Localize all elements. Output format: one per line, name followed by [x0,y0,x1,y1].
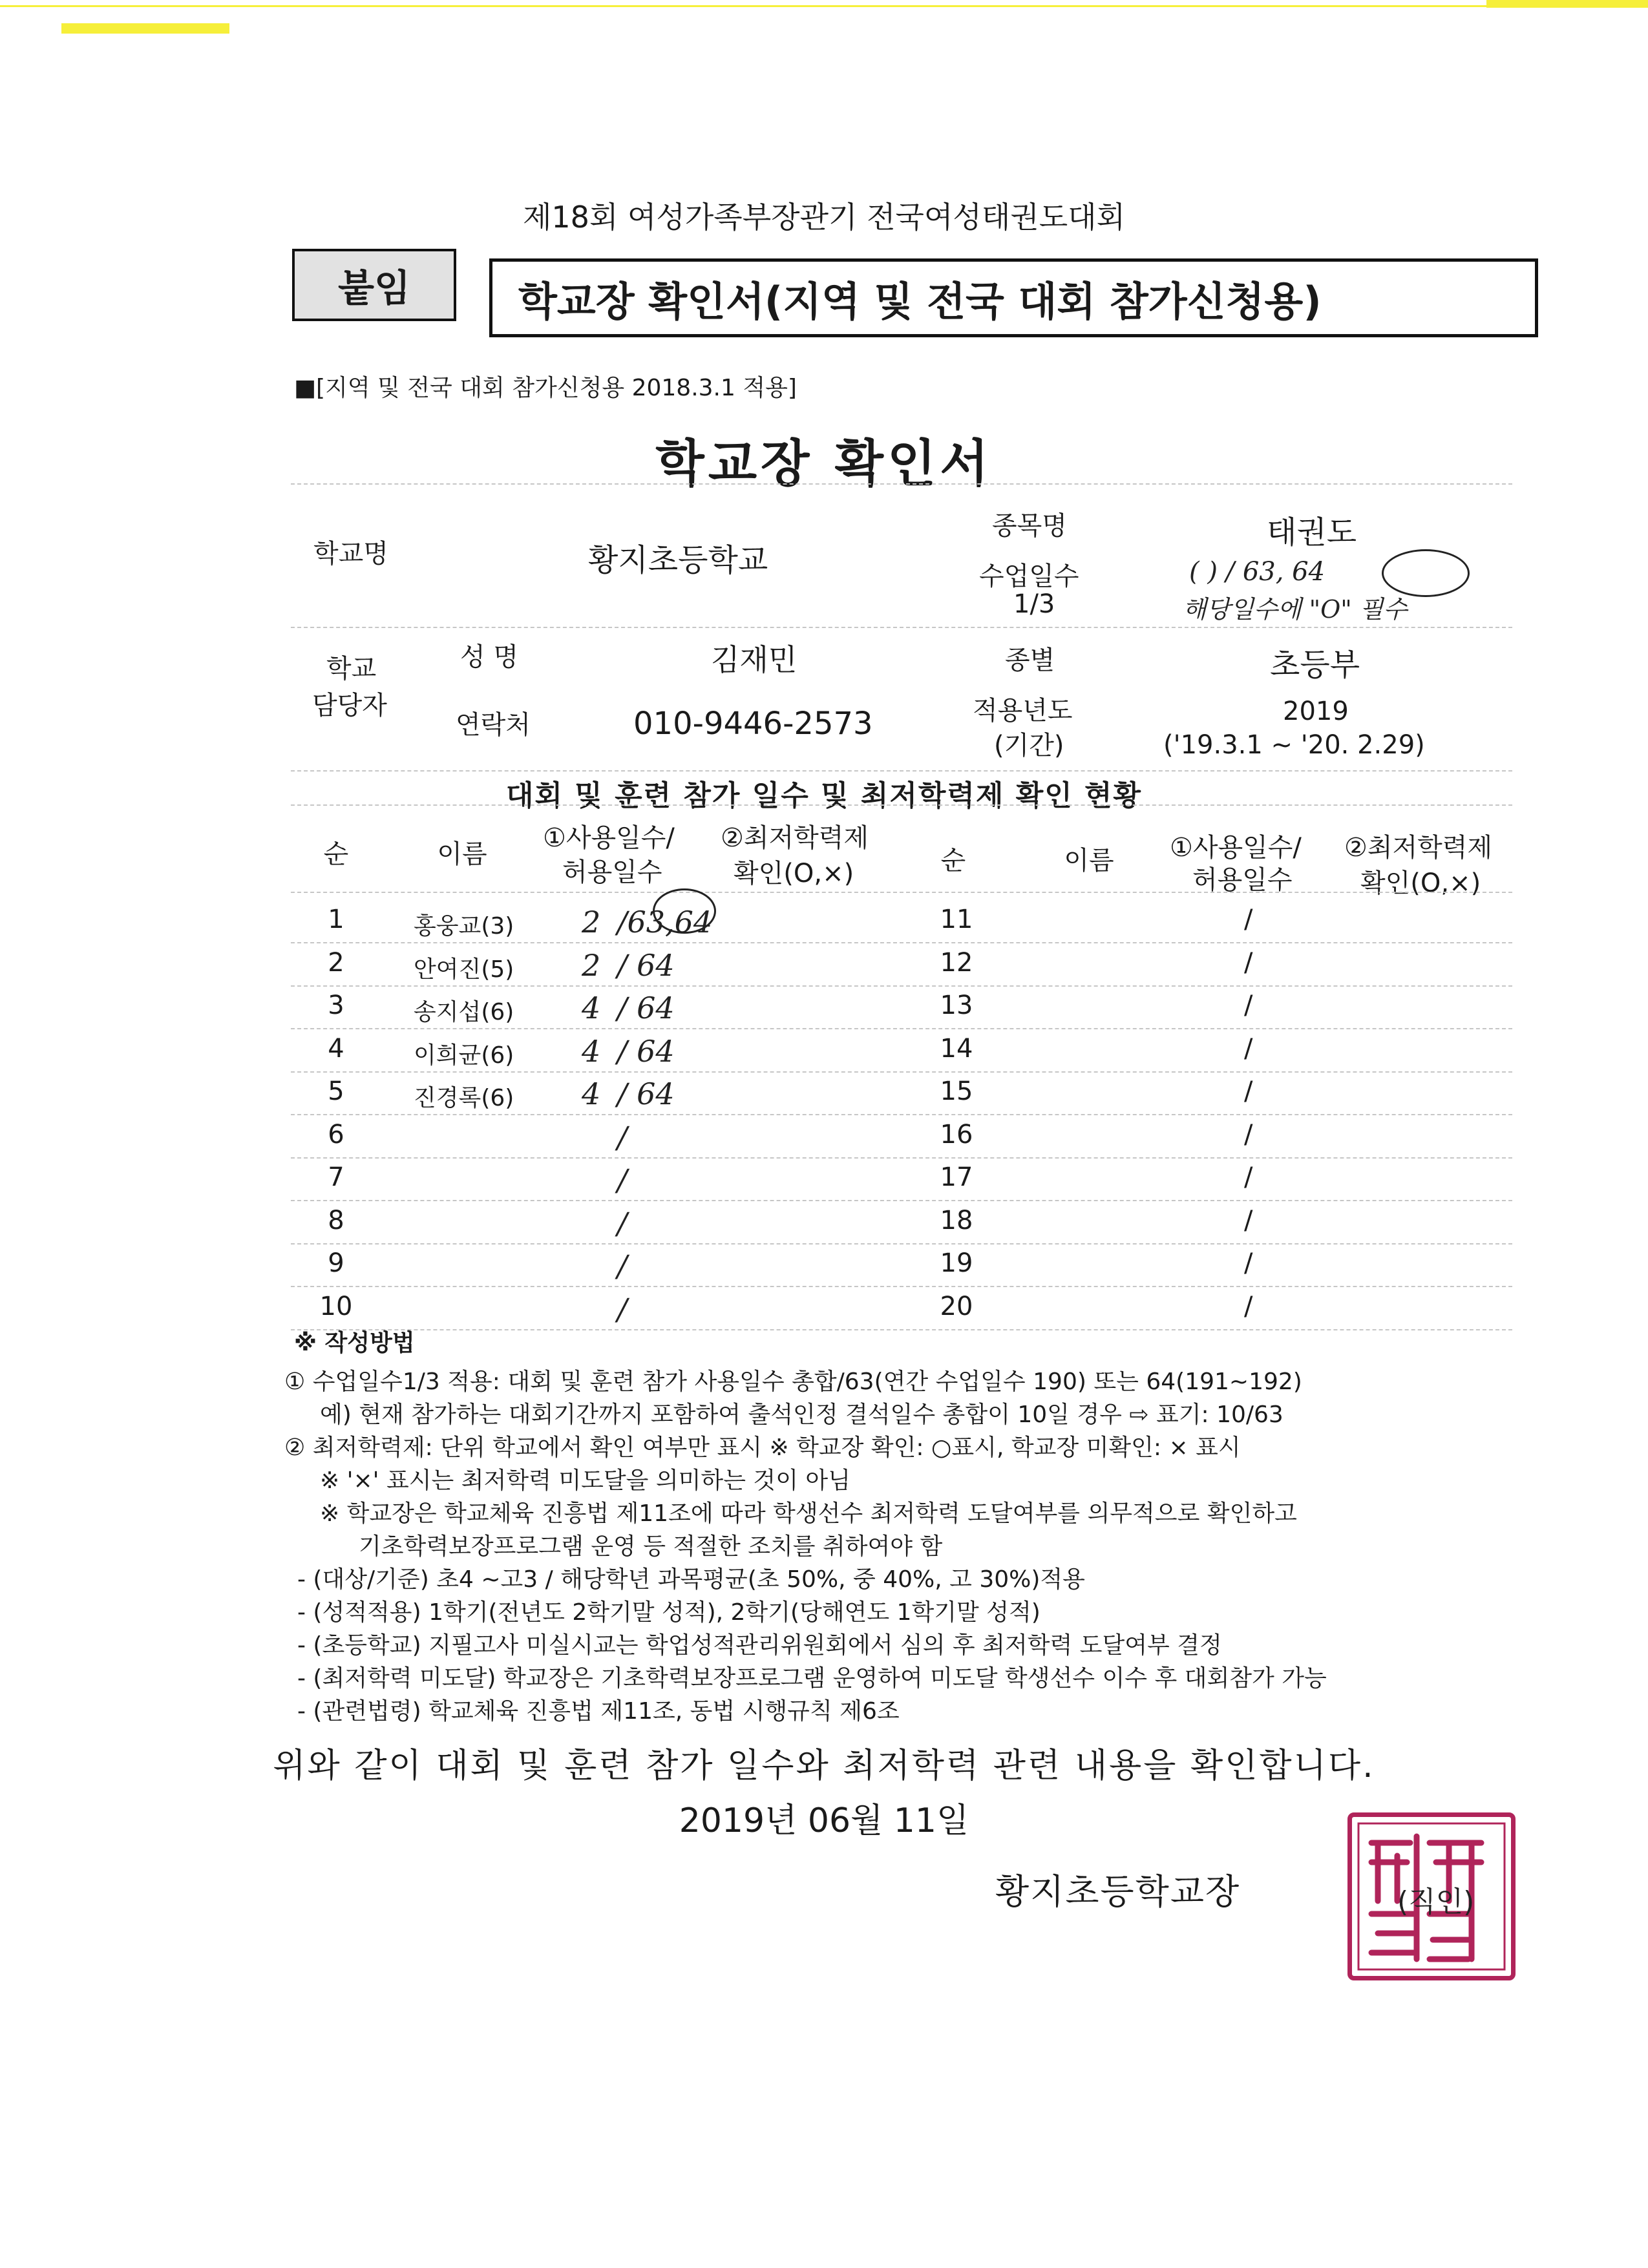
division-label: 종별 [1005,646,1055,675]
row-allowed-days: / [1244,1076,1253,1106]
column-header-name-right: 이름 [1064,846,1114,876]
row-used-days: 2 [582,947,601,983]
sport-value: 태권도 [1267,514,1357,551]
row-number: 10 [319,1291,353,1321]
row-allowed-days: / 64 [617,947,675,983]
divider [291,804,1512,806]
note-line: 예) 현재 참가하는 대회기간까지 포함하여 출석인정 결석일수 총합이 10일 경우 ⇨ 표기: 10/63 [320,1402,1284,1428]
row-number: 5 [328,1076,344,1106]
sub-note: ■[지역 및 전국 대회 참가신청용 2018.3.1 적용] [294,375,797,401]
row-divider [291,942,1512,943]
row-divider [291,1071,1512,1073]
row-divider [291,1286,1512,1287]
row-number: 15 [940,1076,973,1106]
row-allowed-days: / [1244,1291,1253,1321]
column-header-days-1-right: ①사용일수/ [1170,833,1302,863]
divider [291,770,1512,772]
row-allowed-days: /63,64 [617,905,713,940]
class-days-value: ( ) / 63, 64 [1189,557,1326,587]
row-number: 9 [328,1248,344,1278]
row-used-days: 2 [582,905,601,940]
official-seal [1347,1812,1516,1980]
column-header-name: 이름 [437,839,487,869]
seal-note: (직인) [1397,1885,1475,1918]
row-allowed-days: / [1244,1205,1253,1235]
note-line: ※ 학교장은 학교체육 진흥법 제11조에 따라 학생선수 최저학력 도달여부를 의무적으로 확인하고 [320,1500,1297,1527]
year-value: 2019 [1283,697,1349,726]
row-allowed-days: / [1244,905,1253,934]
highlight-mark-right [1486,0,1648,8]
sport-label: 종목명 [992,511,1067,541]
row-number: 12 [940,947,973,978]
hand-circle-mark [653,888,716,934]
column-header-days-2-right: 허용일수 [1192,865,1293,895]
note-line: - (최저학력 미도달) 학교장은 기초학력보장프로그램 운영하여 미도달 학생선수 이수 후 대회참가 가능 [297,1665,1327,1692]
row-number: 19 [940,1248,973,1278]
note-line: - (관련법령) 학교체육 진흥법 제11조, 동법 시행규칙 제6조 [297,1698,900,1725]
column-header-min-1-right: ②최저학력제 [1344,833,1493,863]
row-used-days: 4 [582,991,601,1025]
divider [291,483,1512,485]
row-allowed-days: / [1244,991,1253,1020]
row-allowed-days: / [1244,1033,1253,1064]
class-days-fraction: 1/3 [1013,589,1055,619]
highlight-mark-left [61,23,229,34]
row-number: 8 [328,1205,344,1235]
signer-name: 황지초등학교장 [995,1871,1241,1912]
row-used-days: 4 [582,1076,601,1111]
contact-label: 연락처 [456,710,531,740]
period-value: ('19.3.1 ~ '20. 2.29) [1163,730,1425,760]
column-header-min-2-right: 확인(O,×) [1360,868,1481,898]
event-title: 제18회 여성가족부장관기 전국여성태권도대회 [522,200,1126,235]
column-header-days-1: ①사용일수/ [543,823,675,853]
school-label: 학교명 [313,539,388,569]
highlight-mark-top-left [0,5,1648,7]
row-allowed-days: / [617,1291,628,1327]
row-name: 송지섭(6) [414,999,514,1025]
column-header-min-1: ②최저학력제 [721,823,869,853]
row-number: 7 [328,1162,344,1192]
row-used-days: 4 [582,1033,601,1069]
confirm-date: 2019년 06월 11일 [679,1801,969,1840]
notes-heading: ※ 작성방법 [294,1330,415,1356]
main-title: 학교장 확인서 [655,435,993,493]
row-allowed-days: / 64 [617,1033,675,1069]
confirm-text: 위와 같이 대회 및 훈련 참가 일수와 최저학력 관련 내용을 확인합니다. [273,1747,1375,1785]
row-allowed-days: / [617,1205,628,1241]
note-line: ① 수업일수1/3 적용: 대회 및 훈련 참가 사용일수 총합/63(연간 수업일수 190) 또는 64(191~192) [284,1369,1302,1395]
row-divider [291,1114,1512,1115]
row-number: 11 [940,905,973,934]
column-header-no-right: 순 [940,846,966,876]
row-number: 3 [328,991,344,1020]
row-name: 홍웅교(3) [414,913,514,940]
note-line: ② 최저학력제: 단위 학교에서 확인 여부만 표시 ※ 학교장 확인: ○표시, 학교장 미확인: × 표시 [284,1434,1241,1461]
row-allowed-days: / [1244,1119,1253,1150]
school-name: 황지초등학교 [588,542,768,578]
row-number: 13 [940,991,973,1020]
row-allowed-days: / [1244,947,1253,978]
row-allowed-days: / [617,1119,628,1155]
row-number: 16 [940,1119,973,1150]
note-line: - (대상/기준) 초4 ~고3 / 해당학년 과목평균(초 50%, 중 40%, 고 30%)적용 [297,1566,1085,1593]
class-days-label: 수업일수 [979,562,1079,591]
divider [291,627,1512,628]
note-line: - (성적적용) 1학기(전년도 2학기말 성적), 2학기(당해연도 1학기말 성적) [297,1599,1041,1626]
row-number: 4 [328,1033,344,1064]
row-name: 진경록(6) [414,1085,514,1111]
row-divider [291,1157,1512,1159]
name-label: 성 명 [460,642,518,672]
row-allowed-days: / [1244,1162,1253,1192]
column-header-no: 순 [323,839,349,869]
row-allowed-days: / [1244,1248,1253,1278]
row-allowed-days: / 64 [617,991,675,1025]
row-number: 1 [328,905,344,934]
division-value: 초등부 [1270,647,1360,683]
row-number: 20 [940,1291,973,1321]
row-divider [291,985,1512,987]
row-name: 이희균(6) [414,1042,514,1069]
row-number: 14 [940,1033,973,1064]
row-divider [291,1243,1512,1244]
column-header-days-2: 허용일수 [562,857,662,887]
note-line: ※ '×' 표시는 최저학력 미도달을 의미하는 것이 아님 [320,1467,850,1494]
attachment-tag: 붙임 [292,249,456,321]
row-number: 17 [940,1162,973,1192]
row-number: 18 [940,1205,973,1235]
class-days-note: 해당일수에 "O" 필수 [1183,595,1408,624]
note-line: 기초학력보장프로그램 운영 등 적절한 조치를 취하여야 함 [359,1533,943,1560]
period-label: (기간) [994,731,1064,761]
row-number: 6 [328,1119,344,1150]
column-header-min-2: 확인(O,×) [734,859,854,888]
manager-label-2: 담당자 [312,691,387,720]
row-divider [291,1329,1512,1330]
contact-value: 010-9446-2573 [633,706,873,742]
year-label: 적용년도 [973,696,1073,726]
row-divider [291,1200,1512,1201]
row-number: 2 [328,947,344,978]
row-divider [291,1028,1512,1029]
table-title: 대회 및 훈련 참가 일수 및 최저학력제 확인 현황 [505,779,1143,812]
row-allowed-days: / 64 [617,1076,675,1111]
row-allowed-days: / [617,1162,628,1197]
manager-label-1: 학교 [326,654,377,684]
row-allowed-days: / [617,1248,628,1283]
note-line: - (초등학교) 지필고사 미실시교는 학업성적관리위원회에서 심의 후 최저학력 도달여부 결정 [297,1632,1222,1659]
row-name: 안여진(5) [414,956,514,983]
divider [291,892,1512,893]
name-value: 김재민 [711,642,798,677]
document-title: 학교장 확인서(지역 및 전국 대회 참가신청용) [489,258,1538,337]
